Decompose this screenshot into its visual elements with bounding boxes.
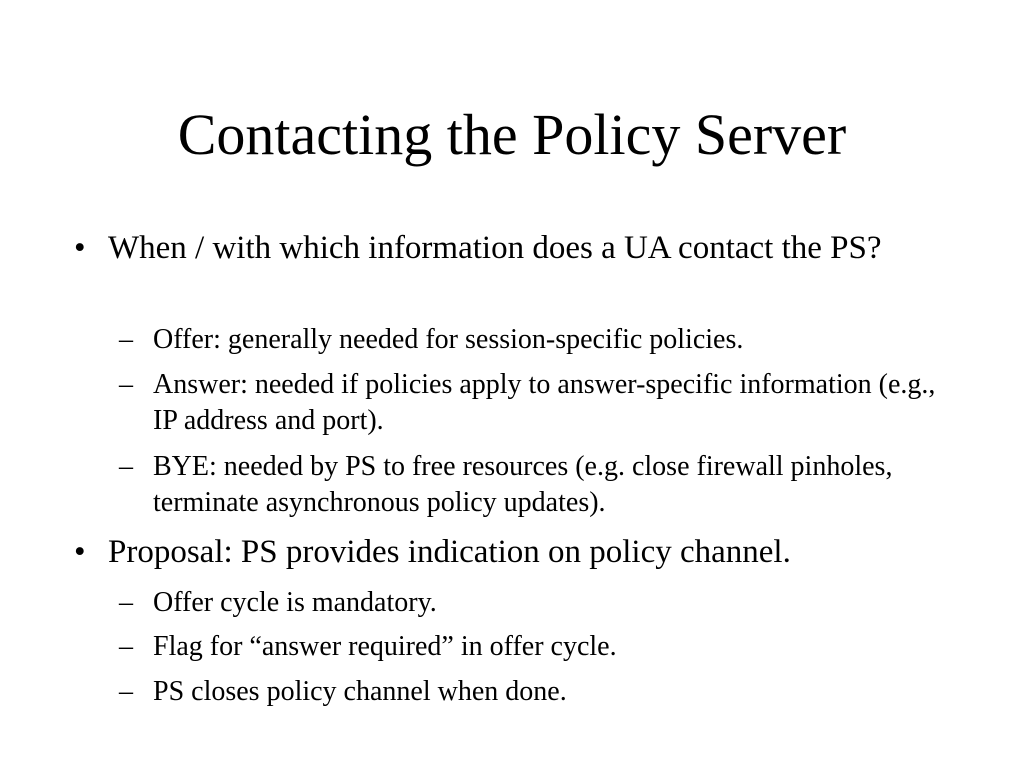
sub-bullet-text: Offer: generally needed for session-specific policies. — [153, 324, 744, 355]
bullet-marker: • — [74, 230, 86, 266]
bullet-marker: • — [74, 534, 86, 570]
dash-marker: – — [119, 676, 133, 707]
sub-bullet-item — [119, 674, 953, 710]
sub-bullet-item — [119, 629, 953, 665]
sub-bullet-text: Offer cycle is mandatory. — [153, 587, 437, 618]
bullet-text: Proposal: PS provides indication on policy channel. — [108, 534, 791, 570]
sub-bullet-item — [119, 449, 953, 521]
sub-bullet-text: Flag for “answer required” in offer cycle. — [153, 631, 617, 662]
bullet-item — [74, 228, 948, 268]
bullet-text: When / with which information does a UA contact the PS? — [108, 230, 882, 266]
dash-marker: – — [119, 324, 133, 355]
sub-bullet-text: PS closes policy channel when done. — [153, 676, 567, 707]
sub-bullet-item — [119, 367, 953, 439]
slide-title: Contacting the Policy Server — [177, 102, 847, 167]
dash-marker: – — [119, 631, 133, 662]
sub-bullet-text: Answer: needed if policies apply to answer-specific information (e.g., IP address and port). — [153, 369, 936, 436]
dash-marker: – — [119, 587, 133, 618]
sub-bullet-text: BYE: needed by PS to free resources (e.g. close firewall pinholes, terminate asynchronous policy updates). — [153, 451, 893, 518]
dash-marker: – — [119, 451, 133, 482]
dash-marker: – — [119, 369, 133, 400]
bullet-item — [74, 532, 948, 572]
sub-bullet-item — [119, 585, 953, 621]
sub-bullet-item — [119, 322, 953, 358]
